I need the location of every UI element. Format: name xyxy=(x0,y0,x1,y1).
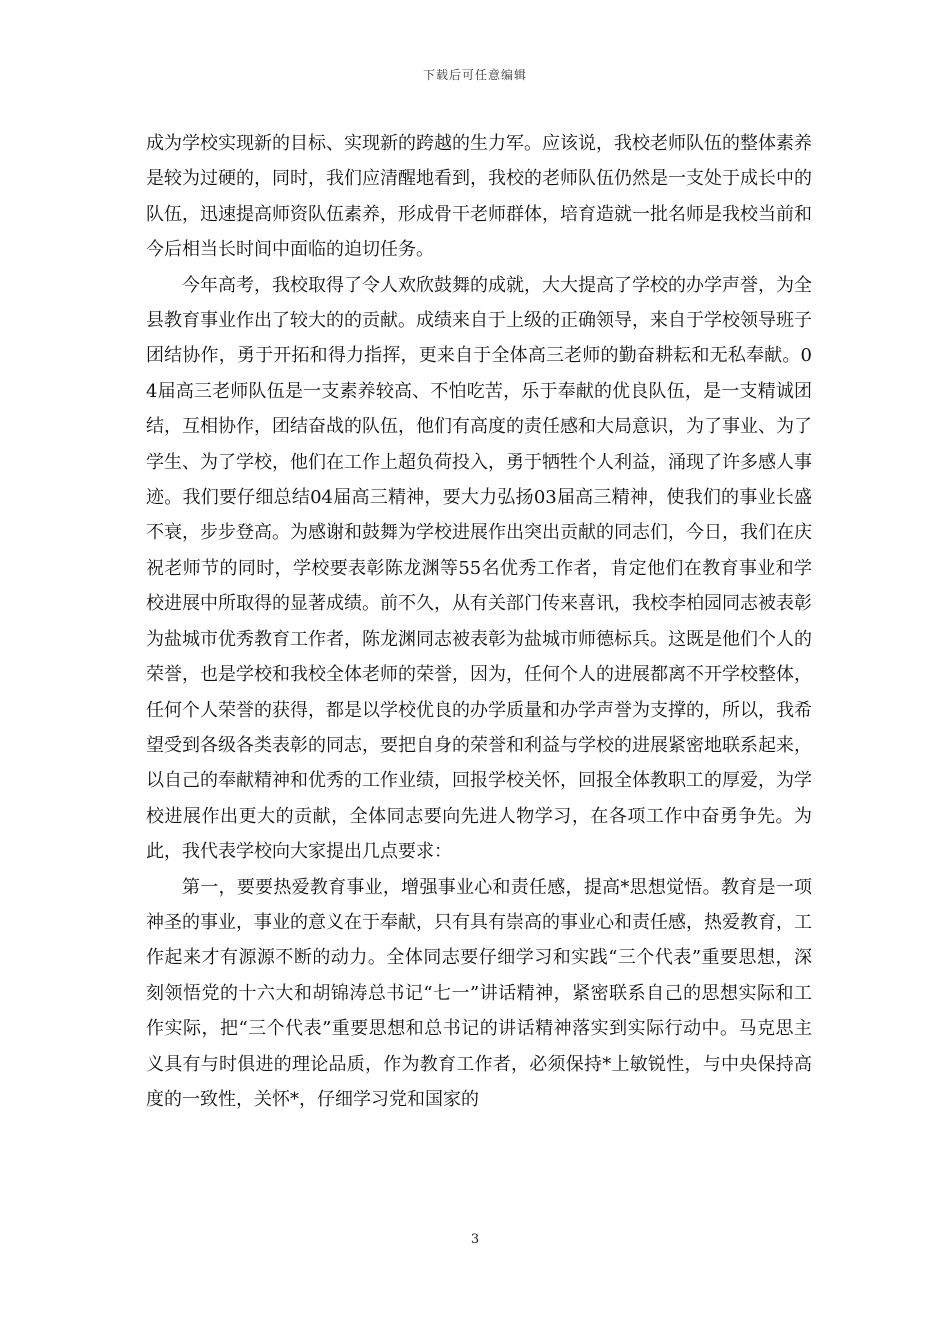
paragraph-first-requirement: 第一，要要热爱教育事业，增强事业心和责任感，提高*思想觉悟。教育是一项神圣的事业，事业的意义在于奉献，只有具有崇高的事业心和责任感，热爱教育，工作起来才有源源不断的动力。全体同志要仔细学习和实践“三个代表”重要思想，深刻领悟党的十六大和胡锦涛总书记“七一”讲话精神，紧密联系自己的思想实际和工作实际，把“三个代表”重要思想和总书记的讲话精神落实到实际行动中。马克思主义具有与时俱进的理论品质，作为教育工作者，必须保持*上敏锐性，与中央保持高度的一致性，关怀*，仔细学习党和国家的 xyxy=(146,876,812,1110)
paragraph-continuation: 成为学校实现新的目标、实现新的跨越的生力军。应该说，我校老师队伍的整体素养是较为过硬的，同时，我们应清醒地看到，我校的老师队伍仍然是一支处于成长中的队伍，迅速提高师资队伍素养，形成骨干老师群体，培育造就一批名师是我校当前和今后相当长时间中面临的迫切任务。 xyxy=(146,133,812,261)
paragraph-gaokao-achievements: 今年高考，我校取得了令人欢欣鼓舞的成就，大大提高了学校的办学声誉，为全县教育事业作出了较大的的贡献。成绩来自于上级的正确领导，来自于学校领导班子团结协作，勇于开拓和得力指挥，更来自于全体高三老师的勤奋耕耘和无私奉献。04届高三老师队伍是一支素养较高、不怕吃苦，乐于奉献的优良队伍，是一支精诚团结，互相协作，团结奋战的队伍，他们有高度的责任感和大局意识，为了事业、为了学生、为了学校，他们在工作上超负荷投入，勇于牺牲个人利益，涌现了许多感人事迹。我们要仔细总结04届高三精神，要大力弘扬03届高三精神，使我们的事业长盛不衰，步步登高。为感谢和鼓舞为学校进展作出突出贡献的同志们，今日，我们在庆祝老师节的同时，学校要表彰陈龙渊等55名优秀工作者，肯定他们在教育事业和学校进展中所取得的显著成绩。前不久，从有关部门传来喜讯，我校李柏园同志被表彰为盐城市优秀教育工作者，陈龙渊同志被表彰为盐城市师德标兵。这既是他们个人的荣誉，也是学校和我校全体老师的荣誉，因为，任何个人的进展都离不开学校整体，任何个人荣誉的获得，都是以学校优良的办学质量和办学声誉为支撑的，所以，我希望受到各级各类表彰的同志，要把自身的荣誉和利益与学校的进展紧密地联系起来，以自己的奉献精神和优秀的工作业绩，回报学校关怀，回报全体教职工的厚爱，为学校进展作出更大的贡献，全体同志要向先进人物学习，在各项工作中奋勇争先。为此，我代表学校向大家提出几点要求： xyxy=(146,274,812,863)
page-number: 3 xyxy=(470,1232,480,1247)
document-body xyxy=(146,126,812,1117)
page-header: 下载后可任意编辑 xyxy=(422,68,527,82)
